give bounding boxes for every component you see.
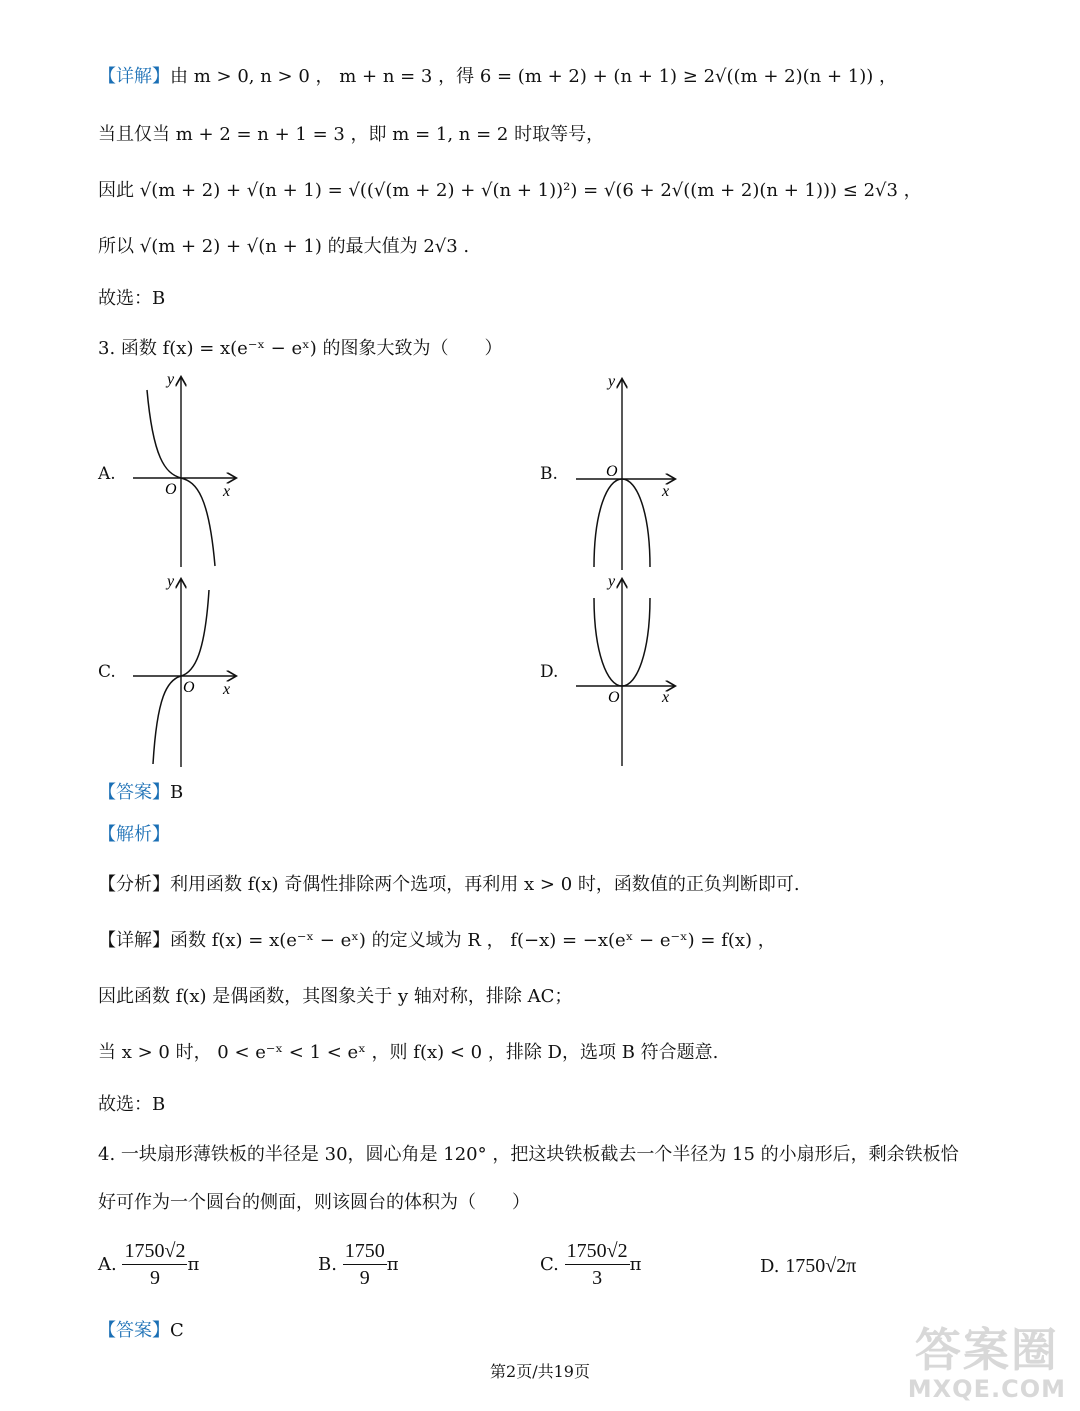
- watermark-url: MXQE.COM: [907, 1375, 1066, 1403]
- y-label: y: [167, 573, 175, 590]
- q4-option-b: [318, 1240, 399, 1290]
- detail-tag: 【详解】: [98, 66, 170, 87]
- q3-option-d-label: D.: [540, 662, 559, 682]
- frac-num: 1750√2: [122, 1240, 187, 1265]
- fenxi-tag: 【分析】: [98, 874, 170, 895]
- xiangjie-text: 函数 f(x) = x(e⁻ˣ − eˣ) 的定义域为 R ， f(−x) = −x(eˣ − e⁻ˣ) = f(x) ，: [170, 930, 776, 951]
- detail-line-1: [98, 64, 897, 90]
- q4-option-c-label: C.: [540, 1254, 559, 1275]
- origin-label: O: [608, 689, 620, 706]
- conclusion-line: 故选：B: [98, 288, 166, 309]
- x-label: x: [223, 681, 231, 698]
- frac-den: 9: [359, 1267, 370, 1289]
- detail-line-4: 所以 √(m + 2) + √(n + 1) 的最大值为 2√3 .: [98, 236, 470, 257]
- q3-option-c-label: C.: [98, 662, 116, 682]
- y-label: y: [167, 372, 175, 388]
- detail-line-3: 因此 √(m + 2) + √(n + 1) = √((√(m + 2) + √(n + 1))²) = √(6 + 2√((m + 2)(n + 1))) ≤ 2√3 ，: [98, 180, 922, 201]
- q4-option-d-value: 1750√2π: [785, 1255, 857, 1277]
- y-label: y: [608, 573, 616, 590]
- origin-label: O: [606, 463, 618, 480]
- q4-stem-2: 好可作为一个圆台的侧面，则该圆台的体积为（ ）: [98, 1192, 530, 1213]
- frac-den: 3: [592, 1267, 603, 1289]
- q4-option-b-fraction: [343, 1240, 387, 1290]
- origin-label: O: [183, 679, 195, 696]
- x-label: x: [662, 483, 670, 500]
- frac-den: 9: [149, 1267, 160, 1289]
- x-label: x: [662, 689, 670, 706]
- q3-xiangjie-line: [98, 928, 776, 954]
- q3-answer-line: [98, 780, 183, 806]
- q4-option-c-fraction: [565, 1240, 630, 1290]
- frac-num: 1750: [343, 1240, 387, 1265]
- q3-line-3: 当 x > 0 时， 0 < e⁻ˣ < 1 < eˣ ，则 f(x) < 0 ，排除 D，选项 B 符合题意.: [98, 1042, 719, 1063]
- q3-stem: 3. 函数 f(x) = x(e⁻ˣ − eˣ) 的图象大致为（ ）: [98, 338, 503, 359]
- q4-option-b-label: B.: [318, 1254, 337, 1275]
- q3-conclusion: 故选：B: [98, 1094, 166, 1115]
- q4-option-d-label: D.: [760, 1256, 780, 1277]
- watermark-logo: [908, 1325, 1066, 1403]
- y-label: y: [608, 373, 616, 390]
- q3-graph-a: [125, 372, 245, 572]
- q4-answer: C: [170, 1320, 184, 1341]
- x-label: x: [223, 483, 231, 500]
- q3-graph-d: [572, 572, 692, 772]
- q3-graph-c: [125, 572, 245, 772]
- fenxi-text: 利用函数 f(x) 奇偶性排除两个选项，再利用 x > 0 时，函数值的正负判断即可.: [170, 874, 800, 895]
- q4-option-d: [760, 1255, 856, 1278]
- pi-symbol: π: [187, 1254, 200, 1275]
- detail-text-1: 由 m > 0, n > 0 ， m + n = 3 ，得 6 = (m + 2) + (n + 1) ≥ 2√((m + 2)(n + 1)) ，: [170, 66, 897, 87]
- pi-symbol: π: [629, 1254, 642, 1275]
- q4-answer-line: [98, 1318, 184, 1344]
- q4-option-a-label: A.: [98, 1254, 117, 1275]
- q3-option-a-label: A.: [98, 464, 116, 484]
- q3-option-b-label: B.: [540, 464, 558, 484]
- q3-answer: B: [170, 782, 184, 803]
- q3-fenxi-line: [98, 872, 800, 898]
- detail-line-2: 当且仅当 m + 2 = n + 1 = 3 ，即 m = 1, n = 2 时取等号，: [98, 124, 605, 145]
- q3-line-2: 因此函数 f(x) 是偶函数，其图象关于 y 轴对称，排除 AC；: [98, 986, 573, 1007]
- q4-stem-1: 4. 一块扇形薄铁板的半径是 30，圆心角是 120° ，把这块铁板截去一个半径为 15 的小扇形后，剩余铁板恰: [98, 1144, 959, 1165]
- q4-option-a-fraction: [122, 1240, 187, 1290]
- xiangjie-tag: 【详解】: [98, 930, 170, 951]
- origin-label: O: [165, 481, 177, 498]
- q4-option-c: [540, 1240, 641, 1290]
- answer-tag: 【答案】: [98, 782, 170, 803]
- frac-num: 1750√2: [565, 1240, 630, 1265]
- pi-symbol: π: [386, 1254, 399, 1275]
- watermark-text: 答案圈: [914, 1323, 1059, 1377]
- q3-graph-b: [572, 372, 692, 572]
- q4-option-a: [98, 1240, 199, 1290]
- page-footer: 第2页/共19页: [490, 1362, 590, 1381]
- answer-tag: 【答案】: [98, 1320, 170, 1341]
- q3-analysis-tag: 【解析】: [98, 824, 170, 845]
